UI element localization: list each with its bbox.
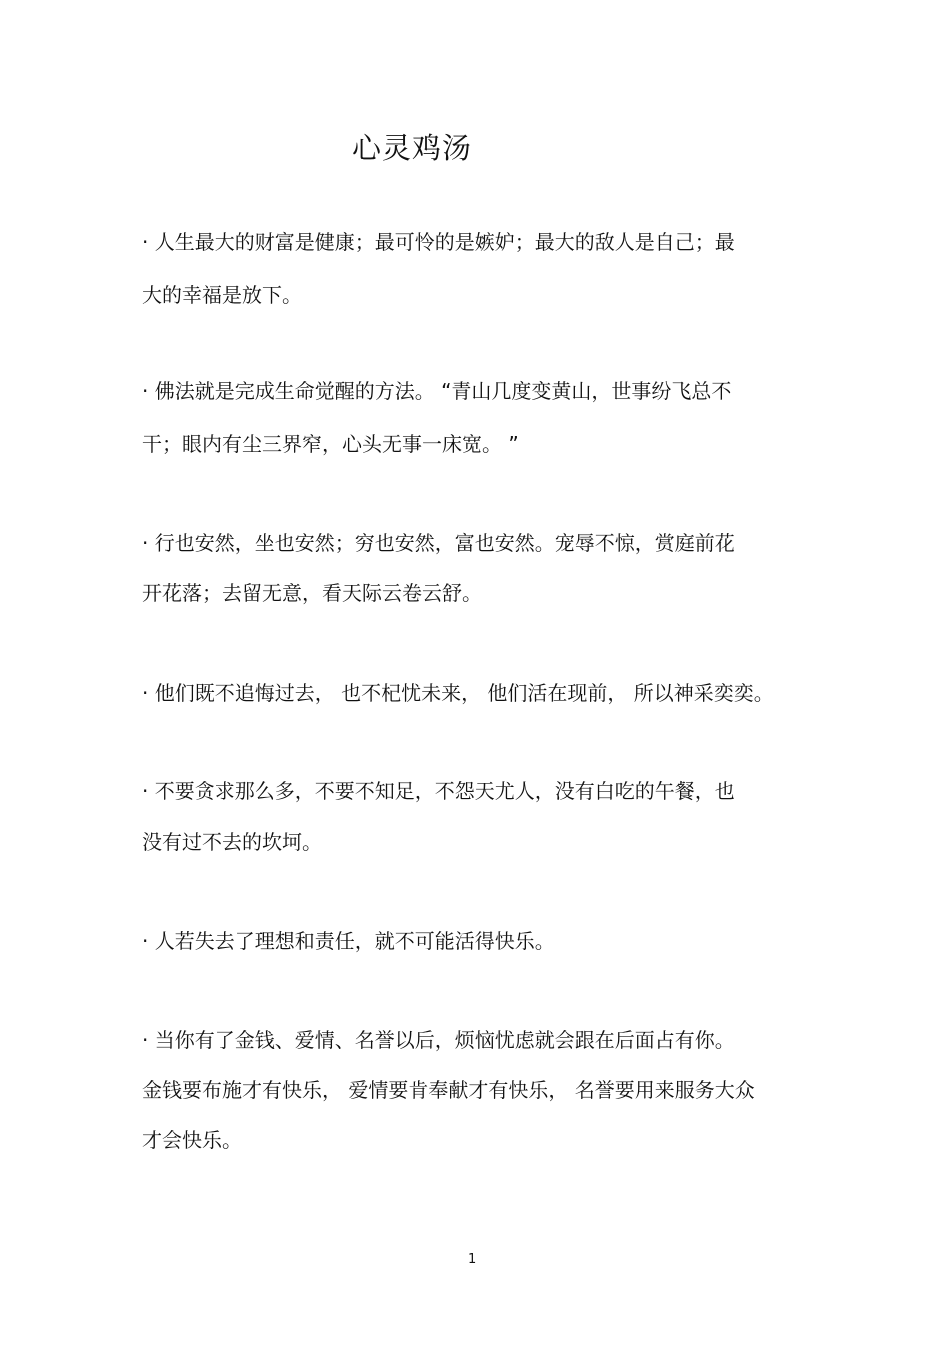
paragraph-line: 开花落；去留无意，看天际云卷云舒。: [142, 581, 482, 605]
paragraph-line: · 人生最大的财富是健康；最可怜的是嫉妒；最大的敌人是自己；最: [142, 230, 735, 254]
paragraph-line: · 佛法就是完成生命觉醒的方法。 “青山几度变黄山，世事纷飞总不: [142, 379, 732, 403]
page-number: 1: [468, 1252, 477, 1267]
paragraph-line: · 行也安然，坐也安然；穷也安然，富也安然。宠辱不惊，赏庭前花: [142, 531, 735, 555]
page-title: 心灵鸡汤: [352, 131, 473, 165]
paragraph-line: 才会快乐。: [142, 1128, 242, 1152]
paragraph-line: 干；眼内有尘三界窄，心头无事一床宽。 ”: [142, 432, 519, 456]
paragraph-line: · 他们既不追悔过去， 也不杞忧未来， 他们活在现前， 所以神采奕奕。: [142, 681, 774, 705]
paragraph-line: 大的幸福是放下。: [142, 283, 302, 307]
paragraph-line: · 当你有了金钱、爱情、名誉以后，烦恼忧虑就会跟在后面占有你。: [142, 1028, 735, 1052]
paragraph-line: · 不要贪求那么多，不要不知足，不怨天尤人，没有白吃的午餐，也: [142, 779, 735, 803]
paragraph-line: 没有过不去的坎坷。: [142, 830, 322, 854]
paragraph-line: 金钱要布施才有快乐， 爱情要肯奉献才有快乐， 名誉要用来服务大众: [142, 1078, 755, 1102]
paragraph-line: · 人若失去了理想和责任，就不可能活得快乐。: [142, 929, 555, 953]
